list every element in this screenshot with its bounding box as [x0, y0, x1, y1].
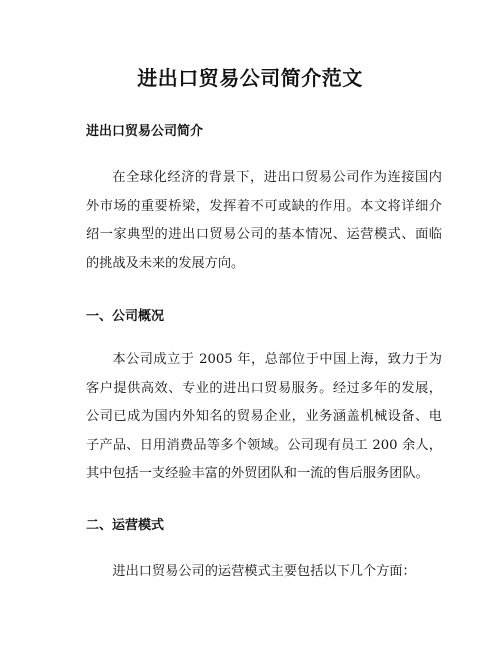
section-heading-operations: 二、运营模式 [86, 518, 165, 533]
section-heading-overview: 一、公司概况 [86, 309, 165, 324]
operations-paragraph: 进出口贸易公司的运营模式主要包括以下几个方面： [112, 564, 416, 579]
overview-paragraph: 本公司成立于 2005 年，总部位于中国上海，致力于为客户提供高效、专业的进出口贸易服务。经过多年的发展，公司已成为国内外知名的贸易企业，业务涵盖机械设备、电子产品、日用消费品等多个领域。公司现有员工 200 余人，其中包括一支经验丰富的外贸团队和一流的售后服务团队。 [86, 352, 442, 481]
document-title: 进出口贸易公司简介范文 [137, 66, 363, 90]
intro-paragraph: 在全球化经济的背景下，进出口贸易公司作为连接国内外市场的重要桥梁，发挥着不可或缺的作用。本文将详细介绍一家典型的进出口贸易公司的基本情况、运营模式、面临的挑战及未来的发展方向。 [86, 170, 442, 271]
document-subtitle: 进出口贸易公司简介 [86, 124, 204, 139]
